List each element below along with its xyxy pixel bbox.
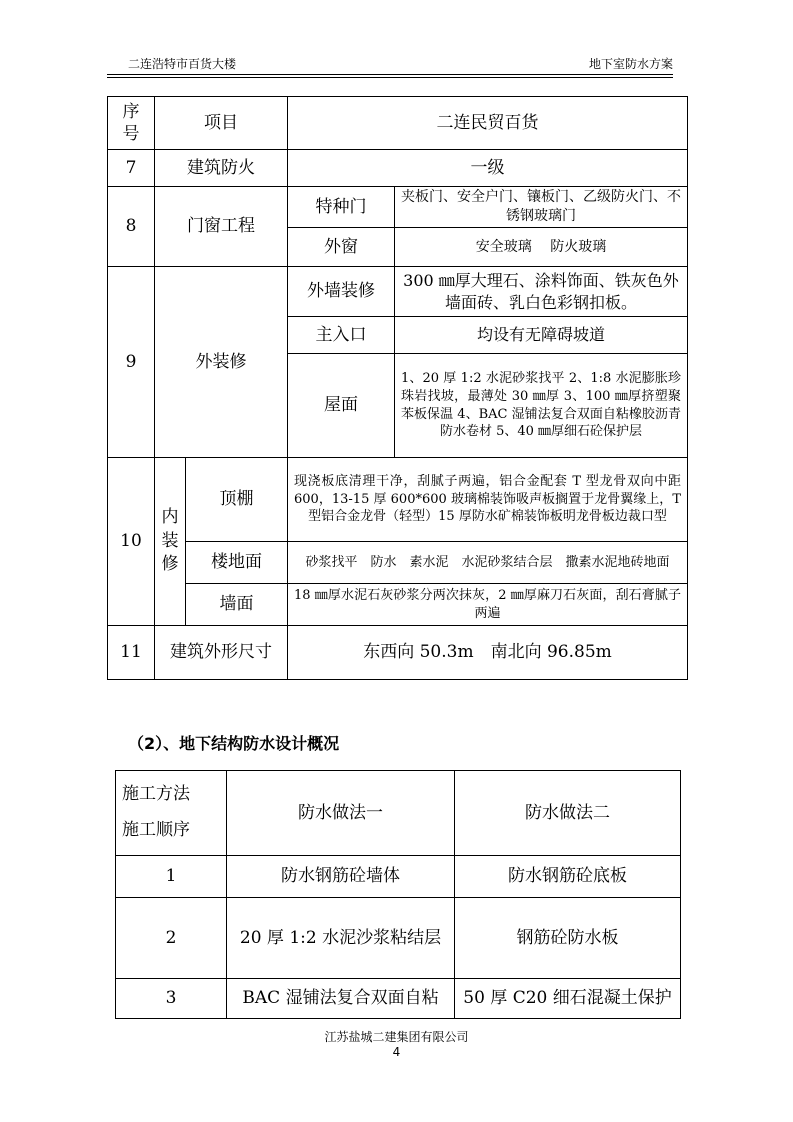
table-row <box>108 542 688 584</box>
header-left: 二连浩特市百货大楼 <box>128 57 237 71</box>
sub-label: 外窗 <box>288 228 395 267</box>
header-order: 施工顺序 <box>122 820 190 840</box>
row-no: 8 <box>108 187 155 267</box>
sub-label: 主入口 <box>288 317 395 354</box>
row-item: 外装修 <box>155 267 288 458</box>
table-row <box>116 856 681 898</box>
sub-value: 300 ㎜厚大理石、涂料饰面、铁灰色外墙面砖、乳白色彩钢扣板。 <box>395 267 688 317</box>
sub-label: 外墙装修 <box>288 267 395 317</box>
row-value: 一级 <box>288 150 688 187</box>
waterproof-design-table <box>115 770 681 1019</box>
cell-method-2: 50 厚 C20 细石混凝土保护 <box>455 979 681 1019</box>
row-item: 门窗工程 <box>155 187 288 267</box>
row-no: 2 <box>116 898 227 979</box>
header-col1: 防水做法一 <box>227 771 455 856</box>
cell-method-2: 钢筋砼防水板 <box>455 898 681 979</box>
table-row <box>116 898 681 979</box>
sub-value: 1、20 厚 1:2 水泥砂浆找平 2、1:8 水泥膨胀珍珠岩找坡，最薄处 30 ㎜厚 3、100 ㎜厚挤塑聚苯板保温 4、BAC 湿铺法复合双面自粘橡胶沥青防水卷材 5、40 ㎜厚细石砼保护层 <box>395 354 688 458</box>
header-method-order <box>116 771 227 856</box>
header-right: 地下室防水方案 <box>588 57 673 71</box>
sub-value: 现浇板底清理干净，刮腻子两遍，铝合金配套 T 型龙骨双向中距 600，13-15 厚 600*600 玻璃棉装饰吸声板搁置于龙骨翼缘上，T 型铝合金龙骨（轻型）15 厚防水矿棉装饰板明龙骨板边裁口型 <box>288 458 688 542</box>
page-number: 4 <box>392 1045 401 1059</box>
row-no: 1 <box>116 856 227 898</box>
row-value: 东西向 50.3m 南北向 96.85m <box>288 626 688 680</box>
sub-label: 楼地面 <box>186 542 288 584</box>
row-no: 11 <box>108 626 155 680</box>
row-item: 建筑防火 <box>155 150 288 187</box>
table-row <box>116 979 681 1019</box>
header-no: 序号 <box>108 97 155 150</box>
sub-label: 墙面 <box>186 584 288 626</box>
row-no: 10 <box>108 458 155 626</box>
table-row <box>108 97 688 150</box>
sub-label: 屋面 <box>288 354 395 458</box>
row-no: 3 <box>116 979 227 1019</box>
cell-method-2: 防水钢筋砼底板 <box>455 856 681 898</box>
row-item: 建筑外形尺寸 <box>155 626 288 680</box>
sub-label: 顶棚 <box>186 458 288 542</box>
sub-value: 18 ㎜厚水泥石灰砂浆分两次抹灰，2 ㎜厚麻刀石灰面，刮石膏腻子两遍 <box>288 584 688 626</box>
table-row <box>108 187 688 228</box>
header-col2: 防水做法二 <box>455 771 681 856</box>
cell-method-1: 防水钢筋砼墙体 <box>227 856 455 898</box>
row-item: 内装修 <box>155 458 186 626</box>
cell-method-1: BAC 湿铺法复合双面自粘 <box>227 979 455 1019</box>
table-row <box>108 150 688 187</box>
header-value: 二连民贸百货 <box>288 97 688 150</box>
header-item: 项目 <box>155 97 288 150</box>
row-no: 7 <box>108 150 155 187</box>
table-row <box>108 626 688 680</box>
table-row <box>116 771 681 856</box>
header-method: 施工方法 <box>122 784 190 805</box>
sub-label: 特种门 <box>288 187 395 228</box>
row-no: 9 <box>108 267 155 458</box>
cell-method-1: 20 厚 1:2 水泥沙浆粘结层 <box>227 898 455 979</box>
header-rule <box>107 74 673 75</box>
sub-value: 砂浆找平 防水 素水泥 水泥砂浆结合层 撒素水泥地砖地面 <box>288 542 688 584</box>
project-info-table <box>107 96 688 680</box>
section-title: （2）、地下结构防水设计概况 <box>128 734 340 753</box>
table-row <box>108 267 688 317</box>
sub-value: 夹板门、安全户门、镶板门、乙级防火门、不锈钢玻璃门 <box>395 187 688 228</box>
header-rule-2 <box>107 77 673 78</box>
footer-company: 江苏盐城二建集团有限公司 <box>324 1030 469 1044</box>
table-row <box>108 458 688 542</box>
table-row <box>108 584 688 626</box>
sub-value: 均设有无障碍坡道 <box>395 317 688 354</box>
sub-value: 安全玻璃 防火玻璃 <box>395 228 688 267</box>
